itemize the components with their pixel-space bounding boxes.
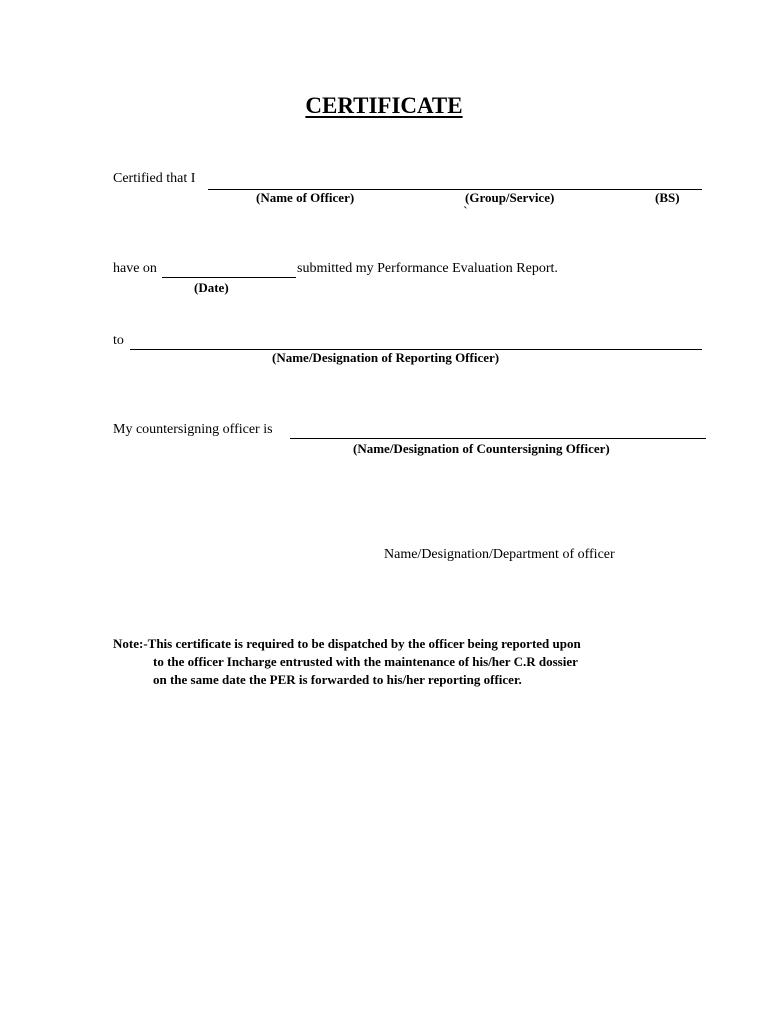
note-line-3: on the same date the PER is forwarded to his/her reporting officer. <box>153 672 522 687</box>
reporting-officer-caption: (Name/Designation of Reporting Officer) <box>272 350 500 365</box>
countersigning-officer-caption: (Name/Designation of Countersigning Officer) <box>353 441 610 456</box>
note-line-1: Note:-This certificate is required to be dispatched by the officer being reported upon <box>113 636 581 651</box>
have-on-label: have on <box>113 261 157 276</box>
signature-label: Name/Designation/Department of officer <box>384 547 615 562</box>
submitted-report-text: submitted my Performance Evaluation Report. <box>297 261 558 276</box>
to-label: to <box>113 333 124 348</box>
date-caption: (Date) <box>194 280 229 295</box>
group-service-caption: (Group/Service) <box>465 190 555 205</box>
bs-caption: (BS) <box>655 190 680 205</box>
countersigning-officer-label: My countersigning officer is <box>113 422 273 437</box>
stray-backtick-mark: ` <box>463 205 468 220</box>
date-blank-line <box>162 277 296 278</box>
name-of-officer-caption: (Name of Officer) <box>256 190 355 205</box>
certified-that-label: Certified that I <box>113 171 196 186</box>
countersigning-officer-blank-line <box>290 438 706 439</box>
page-title: CERTIFICATE <box>305 93 463 118</box>
note-line-2: to the officer Incharge entrusted with the maintenance of his/her C.R dossier <box>153 654 578 669</box>
